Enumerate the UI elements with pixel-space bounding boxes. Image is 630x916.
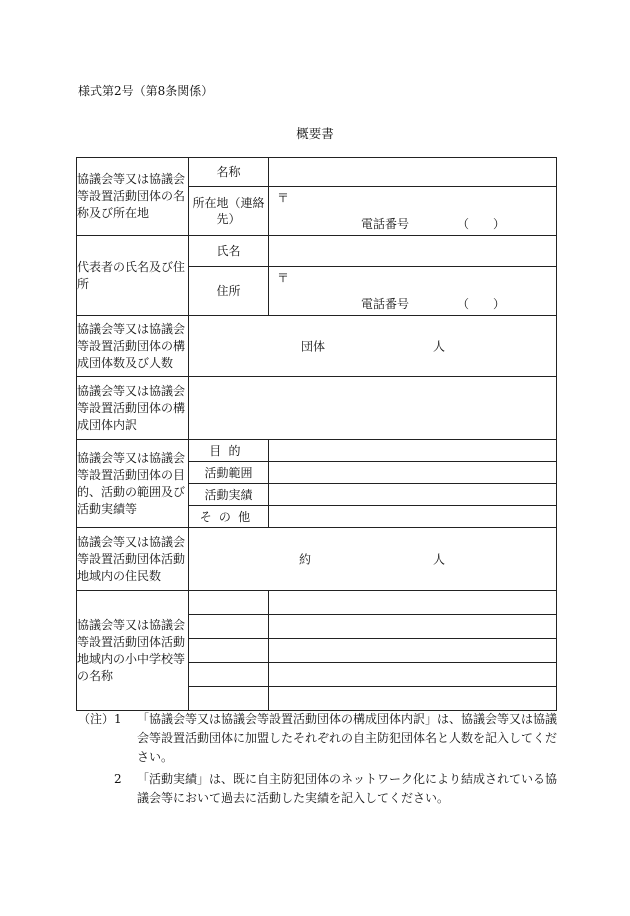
member-count-field[interactable] [189, 316, 557, 377]
school-name-field[interactable] [269, 615, 557, 639]
note-item [78, 770, 563, 808]
people-unit: 人 [433, 339, 446, 354]
activity-record-field[interactable] [269, 484, 557, 506]
purpose-field[interactable] [269, 440, 557, 462]
purpose-activity-label: 協議会等又は協議会等設置活動団体の目的、活動の範囲及び活動実績等 [77, 440, 189, 528]
note-text: 「協議会等又は協議会等設置活動団体の構成団体内訳」は、協議会等又は協議会等設置活動団体に加盟したそれぞれの自主防犯団体名と人数を記入してください。 [137, 712, 558, 764]
notes-section [78, 710, 563, 808]
org-address-field[interactable] [269, 187, 557, 236]
representative-label: 代表者の氏名及び住所 [77, 236, 189, 316]
phone-label: 電話番号 [361, 217, 410, 231]
resident-count-field[interactable] [189, 528, 557, 591]
activity-record-label: 活動実績 [189, 484, 269, 506]
other-field[interactable] [269, 506, 557, 528]
note-number: 1 [114, 712, 122, 726]
school-type-field[interactable] [189, 615, 269, 639]
school-type-field[interactable] [189, 591, 269, 615]
phone-area-code: （ ） [457, 217, 506, 231]
school-type-field[interactable] [189, 687, 269, 711]
org-name-field[interactable] [269, 158, 557, 187]
note-item [78, 710, 563, 767]
activity-scope-field[interactable] [269, 462, 557, 484]
approx-label: 約 [299, 552, 312, 567]
school-name-field[interactable] [269, 687, 557, 711]
document-title: 概要書 [296, 126, 334, 141]
activity-scope-label: 活動範囲 [189, 462, 269, 484]
school-name-field[interactable] [269, 663, 557, 687]
phone-label: 電話番号 [361, 297, 410, 311]
rep-address-field[interactable] [269, 267, 557, 316]
school-name-field[interactable] [269, 639, 557, 663]
org-address-label: 所在地（連絡先） [189, 187, 269, 236]
purpose-label: 目的 [189, 440, 269, 462]
school-type-field[interactable] [189, 639, 269, 663]
rep-address-label: 住所 [189, 267, 269, 316]
phone-area-code: （ ） [457, 297, 506, 311]
member-breakdown-field[interactable] [189, 377, 557, 440]
rep-name-label: 氏名 [189, 236, 269, 267]
school-type-field[interactable] [189, 663, 269, 687]
rep-name-field[interactable] [269, 236, 557, 267]
people-unit: 人 [433, 552, 446, 567]
note-number: 2 [114, 772, 122, 786]
org-name-address-label: 協議会等又は協議会等設置活動団体の名称及び所在地 [77, 158, 189, 236]
groups-unit: 団体 [301, 339, 326, 354]
postal-mark: 〒 [277, 271, 290, 285]
note-text: 「活動実績」は、既に自主防犯団体のネットワーク化により結成されている協議会等において過去に活動した実績を記入してください。 [137, 772, 558, 805]
org-name-label: 名称 [189, 158, 269, 187]
resident-count-label: 協議会等又は協議会等設置活動団体活動地域内の住民数 [77, 528, 189, 591]
schools-label: 協議会等又は協議会等設置活動団体活動地域内の小中学校等の名称 [77, 591, 189, 711]
notes-prefix: （注） [78, 712, 115, 726]
overview-form-table [76, 157, 557, 711]
member-breakdown-label: 協議会等又は協議会等設置活動団体の構成団体内訳 [77, 377, 189, 440]
member-count-label: 協議会等又は協議会等設置活動団体の構成団体数及び人数 [77, 316, 189, 377]
form-number: 様式第2号（第8条関係） [78, 84, 214, 98]
other-label: その他 [189, 506, 269, 528]
school-name-field[interactable] [269, 591, 557, 615]
postal-mark: 〒 [277, 191, 290, 205]
